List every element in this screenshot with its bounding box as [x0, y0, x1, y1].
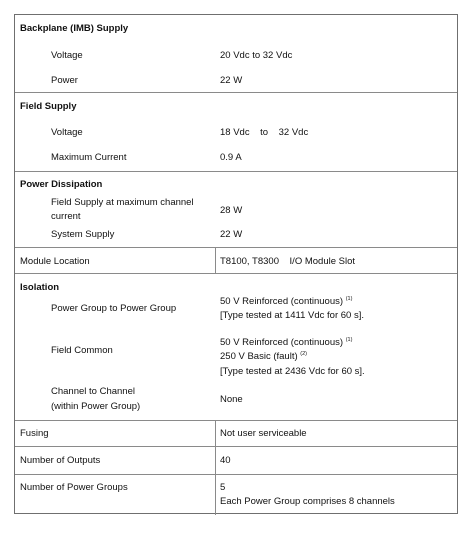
column-divider [215, 247, 216, 273]
row-divider [15, 474, 457, 475]
row-divider [15, 92, 457, 93]
field-current-label: Maximum Current [51, 152, 127, 163]
backplane-voltage-value: 20 Vdc to 32 Vdc [220, 50, 293, 61]
column-divider [215, 420, 216, 515]
module-location-label: Module Location [20, 256, 90, 267]
isolation-field-common-label: Field Common [51, 345, 113, 356]
power-groups-value-line1: 5 [220, 482, 226, 493]
fusing-label: Fusing [20, 428, 49, 439]
dissipation-field-label-line2: current [51, 211, 81, 222]
dissipation-system-label: System Supply [51, 229, 115, 240]
isolation-channel-label-line2: (within Power Group) [51, 401, 141, 412]
dissipation-field-label-line1: Field Supply at maximum channel [51, 197, 194, 208]
field-voltage-value: 18 Vdc to 32 Vdc [220, 127, 309, 138]
footnote-ref: (2) [300, 351, 307, 357]
footnote-ref: (1) [345, 337, 353, 343]
row-divider [15, 171, 457, 172]
field-supply-heading: Field Supply [20, 101, 77, 112]
isolation-channel-label-line1: Channel to Channel [51, 386, 135, 397]
backplane-voltage-label: Voltage [51, 50, 83, 61]
backplane-power-value: 22 W [220, 75, 243, 86]
isolation-field-common-value-line2: 250 V Basic (fault) $^{(2)}$ [220, 351, 307, 362]
isolation-field-common-value-line3: [Type tested at 2436 Vdc for 60 s]. [220, 366, 365, 377]
isolation-heading: Isolation [20, 282, 60, 293]
outputs-label: Number of Outputs [20, 455, 101, 466]
power-groups-value-line2: Each Power Group comprises 8 channels [220, 496, 395, 507]
row-divider [15, 273, 457, 274]
isolation-field-common-value-line1: 50 V Reinforced (continuous) $^{(1)}$ [220, 337, 353, 348]
field-voltage-label: Voltage [51, 127, 83, 138]
row-divider [15, 247, 457, 248]
backplane-heading: Backplane (IMB) Supply [20, 23, 129, 34]
field-current-value: 0.9 A [220, 152, 242, 163]
power-groups-label: Number of Power Groups [20, 482, 128, 493]
isolation-power-group-value-line2: [Type tested at 1411 Vdc for 60 s]. [220, 310, 364, 321]
isolation-power-group-value-line1: 50 V Reinforced (continuous) $^{(1)}$ [220, 296, 353, 307]
outputs-value: 40 [220, 455, 231, 466]
fusing-value: Not user serviceable [220, 428, 307, 439]
backplane-power-label: Power [51, 75, 78, 86]
isolation-channel-value: None [220, 394, 243, 405]
row-divider [15, 420, 457, 421]
dissipation-system-value: 22 W [220, 229, 243, 240]
footnote-ref: (1) [345, 296, 353, 302]
isolation-power-group-label: Power Group to Power Group [51, 303, 177, 314]
power-dissipation-heading: Power Dissipation [20, 179, 103, 190]
specifications-table [14, 14, 458, 514]
module-location-value: T8100, T8300 I/O Module Slot [220, 256, 356, 267]
dissipation-field-value: 28 W [220, 205, 243, 216]
row-divider [15, 446, 457, 447]
